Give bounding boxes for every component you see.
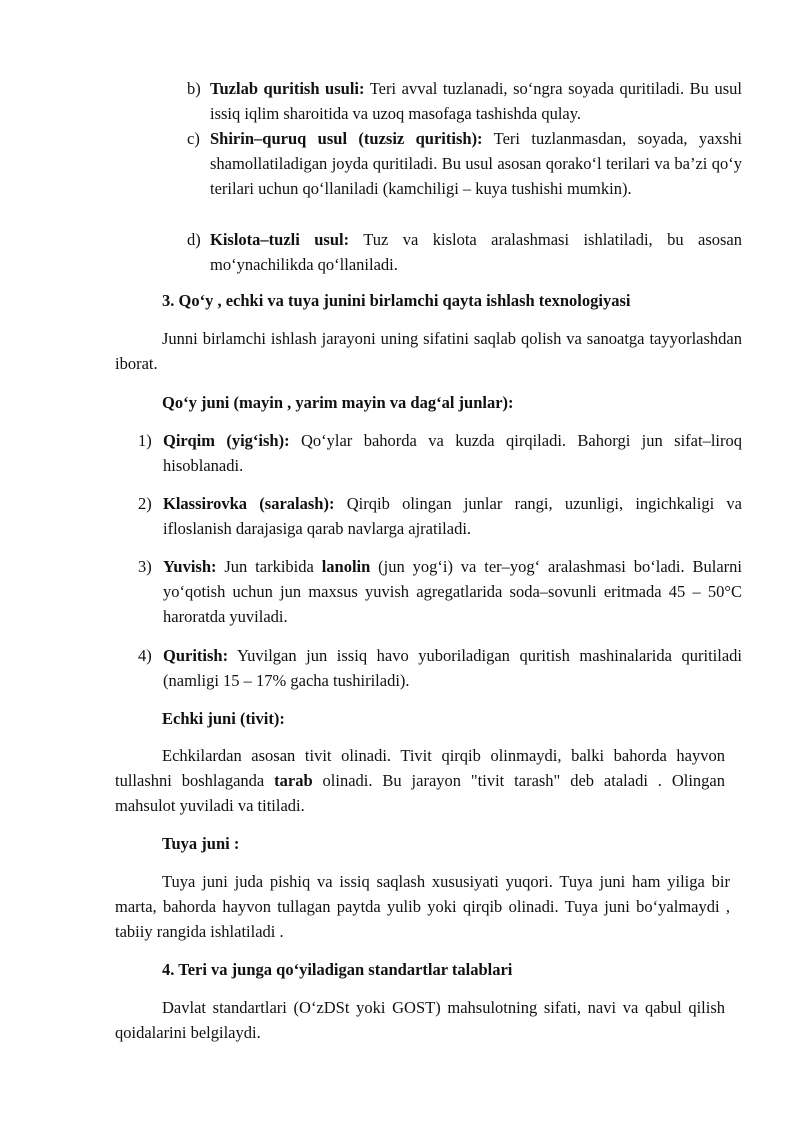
- paragraph: Junni birlamchi ishlash jarayoni uning sifatini saqlab qolish va sanoatga tayyorlashdan iborat.: [115, 329, 742, 373]
- item-text: Qirqib olingan junlar rangi, uzunligi, ingichkaligi va ifloslanish darajasiga qarab navlarga ajratiladi.: [163, 494, 742, 538]
- list-item: [163, 428, 742, 478]
- list-marker: d): [187, 230, 201, 249]
- subheading: Tuya juni :: [162, 834, 240, 853]
- list-item: [210, 227, 742, 277]
- item-title: Shirin–quruq usul (tuzsiz quritish):: [210, 129, 483, 148]
- list-item: Yuvish: Jun tarkibida lanolin (jun yog‘i) va ter–yog‘ aralashmasi bo‘ladi. Bularni yo‘qotish uchun jun maxsus yuvish agregatlarida soda–sovunli eritmada 45 – 50°C haroratda yuviladi.: [163, 557, 742, 626]
- list-marker: c): [187, 129, 200, 148]
- item-text: Qo‘ylar bahorda va kuzda qirqiladi. Bahorgi jun sifat–liroq hisoblanadi.: [163, 431, 742, 475]
- bold-term: lanolin: [321, 557, 371, 576]
- item-title: Quritish:: [163, 646, 229, 665]
- subheading: Echki juni (tivit):: [162, 709, 285, 728]
- item-text: Yuvilgan jun issiq havo yuboriladigan quritish mashinalarida quritiladi (namligi 15 – 17% gacha tushiriladi).: [163, 646, 742, 690]
- list-item: [210, 126, 742, 201]
- item-text: Teri tuzlanmasdan, soyada, yaxshi shamollatiladigan joyda quritiladi. Bu usul asosan qorako‘l terilari va ba’zi qo‘y terilari uchun qo‘llaniladi (kamchiligi – kuya tushishi mumkin).: [210, 129, 742, 198]
- item-text: Teri avval tuzlanadi, so‘ngra soyada quritiladi. Bu usul issiq iqlim sharoitida va uzoq masofaga tashishda qulay.: [210, 79, 742, 123]
- list-marker: b): [187, 79, 201, 98]
- subheading: Qo‘y juni (mayin , yarim mayin va dag‘al junlar):: [162, 393, 514, 412]
- list-marker: 1): [138, 431, 152, 450]
- list-item: [210, 76, 742, 126]
- list-item: [163, 491, 742, 541]
- item-title: Kislota–tuzli usul:: [210, 230, 350, 249]
- list-marker: 4): [138, 646, 152, 665]
- bold-term: tarab: [274, 771, 313, 790]
- list-marker: 2): [138, 494, 152, 513]
- paragraph: Tuya juni juda pishiq va issiq saqlash xususiyati yuqori. Tuya juni ham yiliga bir marta, bahorda hayvon tullagan paytda yulib yoki qirqib olinadi. Tuya juni bo‘yalmaydi , tabiiy rangida ishlatiladi .: [115, 872, 730, 941]
- item-title: Tuzlab quritish usuli:: [210, 79, 365, 98]
- section-heading: 3. Qo‘y , echki va tuya junini birlamchi qayta ishlash texnologiyasi: [162, 291, 631, 310]
- list-marker: 3): [138, 557, 152, 576]
- item-title: Qirqim (yig‘ish):: [163, 431, 290, 450]
- paragraph: Davlat standartlari (O‘zDSt yoki GOST) mahsulotning sifati, navi va qabul qilish qoidalarini belgilaydi.: [115, 998, 725, 1042]
- item-text: Tuz va kislota aralashmasi ishlatiladi, bu asosan mo‘ynachilikda qo‘llaniladi.: [210, 230, 742, 274]
- item-title: Yuvish:: [163, 557, 217, 576]
- paragraph: Echkilardan asosan tivit olinadi. Tivit qirqib olinmaydi, balki bahorda hayvon tullashni boshlaganda tarab olinadi. Bu jarayon "tivit tarash" deb ataladi . Olingan mahsulot yuviladi va titiladi.: [115, 746, 725, 815]
- item-title: Klassirovka (saralash):: [163, 494, 335, 513]
- section-heading: 4. Teri va junga qo‘yiladigan standartlar talablari: [162, 960, 513, 979]
- list-item: [163, 643, 742, 693]
